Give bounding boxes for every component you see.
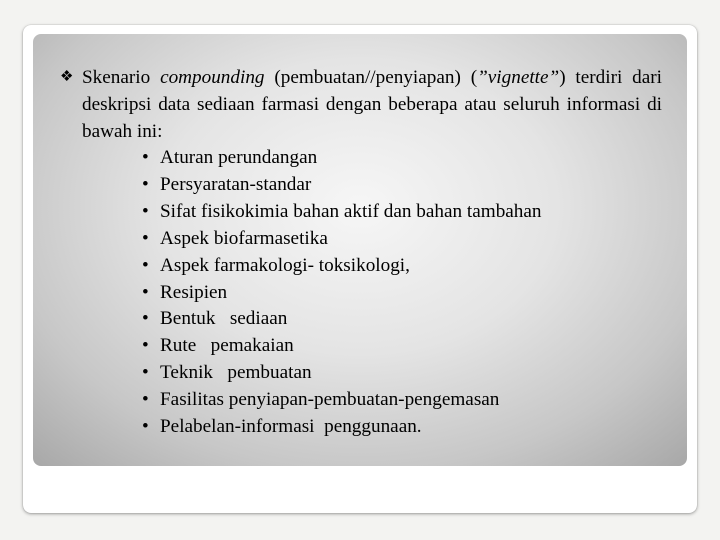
bullet-dot-icon: • — [142, 254, 149, 276]
bullet-dot-icon: • — [142, 416, 149, 438]
four-diamond-bullet-icon: ❖ — [60, 69, 74, 85]
list-item — [60, 387, 662, 414]
list-item — [60, 333, 662, 360]
list-item-text: Bentuk sediaan — [160, 308, 288, 330]
list-item — [60, 199, 662, 226]
info-list — [60, 145, 662, 441]
bullet-dot-icon: • — [142, 147, 149, 168]
list-item-text: Aturan perundangan — [160, 147, 318, 168]
list-item — [60, 253, 662, 280]
bullet-dot-icon: • — [142, 281, 149, 303]
list-item-text: Teknik pembuatan — [160, 362, 312, 384]
list-item-text: Resipien — [160, 281, 228, 303]
intro-term-compounding: compounding — [160, 67, 265, 88]
intro-text-1: Skenario — [82, 67, 161, 88]
list-item-text: Fasilitas penyiapan-pembuatan-pengemasan — [160, 389, 500, 411]
intro-text-3: ) terdiri dari deskripsi data sediaan farmasi dengan beberapa atau seluruh informasi di bawah ini: — [82, 67, 662, 142]
bullet-dot-icon: • — [142, 173, 149, 195]
list-item — [60, 360, 662, 387]
list-item — [60, 226, 662, 253]
list-item — [60, 306, 662, 333]
intro-term-vignette: ”vignette” — [477, 67, 560, 88]
list-item — [60, 414, 662, 441]
bullet-dot-icon: • — [142, 200, 149, 222]
list-item — [60, 280, 662, 307]
list-item — [60, 145, 662, 172]
list-item-text: Pelabelan-informasi penggunaan. — [160, 416, 422, 438]
list-item-text: Persyaratan-standar — [160, 173, 312, 195]
list-item-text: Aspek biofarmasetika — [160, 227, 328, 249]
list-item-text: Sifat fisikokimia bahan aktif dan bahan tambahan — [160, 200, 542, 222]
list-item-text: Aspek farmakologi- toksikologi, — [160, 254, 410, 276]
bullet-dot-icon: • — [142, 227, 149, 249]
list-item — [60, 172, 662, 199]
bullet-dot-icon: • — [142, 362, 149, 384]
list-item-text: Rute pemakaian — [160, 335, 294, 357]
intro-paragraph — [60, 64, 662, 145]
bullet-dot-icon: • — [142, 389, 149, 411]
slide-content — [60, 64, 662, 441]
bullet-dot-icon: • — [142, 308, 149, 330]
intro-text-2: (pembuatan//penyiapan) ( — [264, 67, 478, 88]
bullet-dot-icon: • — [142, 335, 149, 357]
